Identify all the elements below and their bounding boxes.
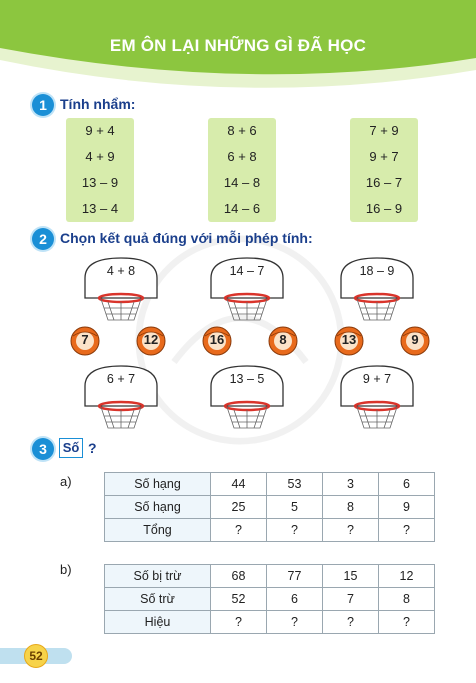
answer-cell[interactable]: ? xyxy=(379,519,435,542)
answer-cell[interactable]: ? xyxy=(323,519,379,542)
row-header: Số bị trừ xyxy=(105,565,211,588)
answer-cell[interactable]: ? xyxy=(211,611,267,634)
answer-cell[interactable]: ? xyxy=(323,611,379,634)
row-header: Số trừ xyxy=(105,588,211,611)
answer-cell[interactable]: ? xyxy=(267,519,323,542)
mental-item: 16 – 9 xyxy=(365,201,403,216)
so-box-label: Số xyxy=(59,438,83,458)
part-a-label: a) xyxy=(60,474,72,489)
section-2-number: 2 xyxy=(32,228,54,250)
row-header: Số hạng xyxy=(105,473,211,496)
answer-cell[interactable]: ? xyxy=(379,611,435,634)
table-cell: 8 xyxy=(323,496,379,519)
table-cell: 3 xyxy=(323,473,379,496)
mental-item: 13 – 9 xyxy=(81,175,119,190)
hoop-bottom-3[interactable] xyxy=(338,362,416,434)
section-3-number: 3 xyxy=(32,438,54,460)
table-cell: 6 xyxy=(379,473,435,496)
mental-column-2 xyxy=(208,118,276,222)
page-title: EM ÔN LẠI NHỮNG GÌ ĐÃ HỌC xyxy=(109,36,367,55)
page-number-tab xyxy=(0,644,72,668)
header-banner xyxy=(0,0,476,92)
basketball-answer[interactable] xyxy=(202,326,232,356)
mental-item: 7 + 9 xyxy=(369,123,399,138)
table-cell: 7 xyxy=(323,588,379,611)
hoop-expression: 13 – 5 xyxy=(229,372,265,386)
hoop-top-2[interactable] xyxy=(208,254,286,326)
table-cell: 5 xyxy=(267,496,323,519)
ball-number: 7 xyxy=(81,332,89,347)
row-header: Số hạng xyxy=(105,496,211,519)
part-b-label: b) xyxy=(60,562,72,577)
table-cell: 15 xyxy=(323,565,379,588)
row-header: Tổng xyxy=(105,519,211,542)
row-header: Hiệu xyxy=(105,611,211,634)
mental-item: 14 – 6 xyxy=(223,201,261,216)
hoop-expression: 6 + 7 xyxy=(106,372,136,386)
hoop-expression: 14 – 7 xyxy=(229,264,265,278)
basketball-answer[interactable] xyxy=(400,326,430,356)
table-cell: 25 xyxy=(211,496,267,519)
table-cell: 53 xyxy=(267,473,323,496)
basketball-answer[interactable] xyxy=(268,326,298,356)
page-number: 52 xyxy=(24,644,48,668)
section-2-title: Chọn kết quả đúng với mỗi phép tính: xyxy=(60,230,313,246)
basketball-answer[interactable] xyxy=(70,326,100,356)
table-cell: 44 xyxy=(211,473,267,496)
mental-item: 16 – 7 xyxy=(365,175,403,190)
mental-item: 4 + 9 xyxy=(85,149,115,164)
hoop-expression: 4 + 8 xyxy=(106,264,136,278)
hoop-bottom-1[interactable] xyxy=(82,362,160,434)
mental-column-3 xyxy=(350,118,418,222)
answer-cell[interactable]: ? xyxy=(211,519,267,542)
basketball-answer[interactable] xyxy=(334,326,364,356)
mental-column-1 xyxy=(66,118,134,222)
ball-number: 16 xyxy=(209,332,225,347)
table-row xyxy=(105,496,435,519)
mental-item: 9 + 4 xyxy=(85,123,115,138)
ball-number: 12 xyxy=(143,332,159,347)
table-cell: 77 xyxy=(267,565,323,588)
answer-cell[interactable]: ? xyxy=(267,611,323,634)
hoop-bottom-2[interactable] xyxy=(208,362,286,434)
mental-item: 14 – 8 xyxy=(223,175,261,190)
table-row xyxy=(105,565,435,588)
table-cell: 12 xyxy=(379,565,435,588)
table-subtraction xyxy=(104,564,435,634)
section-1-number: 1 xyxy=(32,94,54,116)
mental-item: 9 + 7 xyxy=(369,149,399,164)
table-row xyxy=(105,611,435,634)
table-row xyxy=(105,473,435,496)
mental-item: 6 + 8 xyxy=(227,149,257,164)
table-cell: 68 xyxy=(211,565,267,588)
hoop-expression: 18 – 9 xyxy=(359,264,395,278)
mental-item: 13 – 4 xyxy=(81,201,119,216)
hoop-top-3[interactable] xyxy=(338,254,416,326)
so-question-mark: ? xyxy=(88,440,97,456)
table-cell: 6 xyxy=(267,588,323,611)
ball-number: 8 xyxy=(279,332,287,347)
basketball-answer[interactable] xyxy=(136,326,166,356)
table-cell: 8 xyxy=(379,588,435,611)
table-cell: 9 xyxy=(379,496,435,519)
table-row xyxy=(105,588,435,611)
table-addition xyxy=(104,472,435,542)
mental-item: 8 + 6 xyxy=(227,123,257,138)
table-row xyxy=(105,519,435,542)
ball-number: 9 xyxy=(411,332,419,347)
hoop-top-1[interactable] xyxy=(82,254,160,326)
hoop-expression: 9 + 7 xyxy=(362,372,392,386)
ball-number: 13 xyxy=(341,332,357,347)
table-cell: 52 xyxy=(211,588,267,611)
section-1-title: Tính nhẩm: xyxy=(60,96,136,112)
